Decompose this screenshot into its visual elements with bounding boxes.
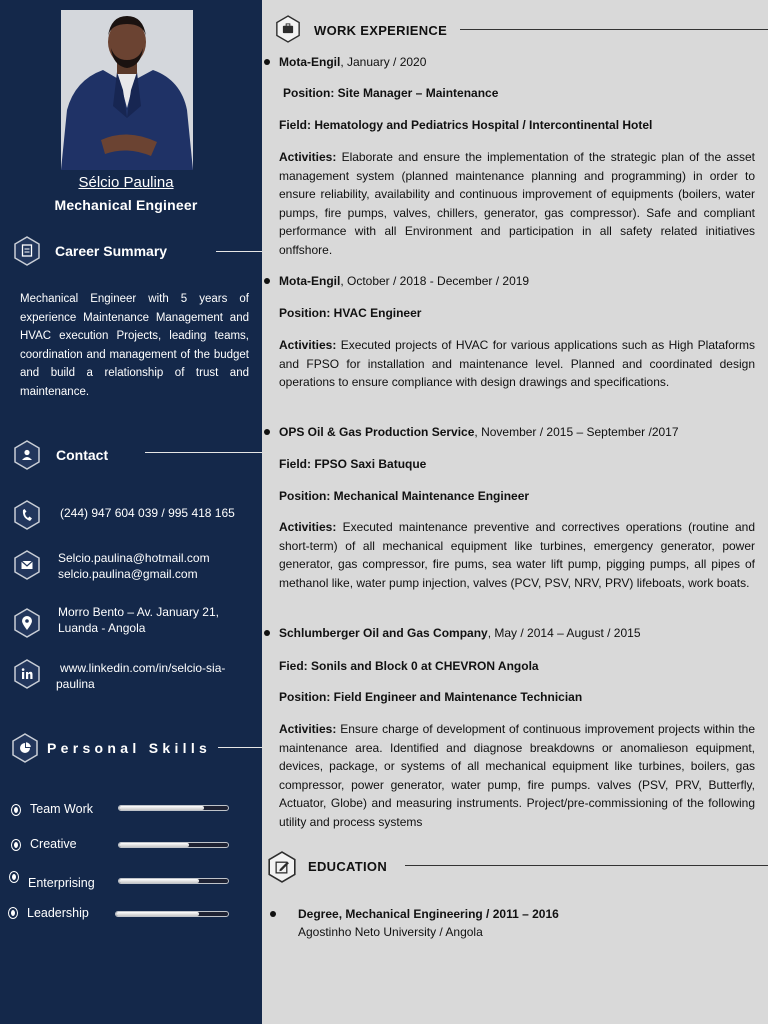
job-4-title [279, 624, 755, 643]
address-line-1: Morro Bento – Av. January 21, [58, 605, 219, 619]
job-4-field: Fied: Sonils and Block 0 at CHEVRON Angola [279, 659, 539, 673]
job-2-activities [279, 336, 755, 392]
personal-skills-heading: Personal Skills [47, 740, 212, 756]
linkedin-icon [13, 659, 41, 689]
address-line-2: Luanda - Angola [58, 621, 146, 635]
job-1-activities-text: Elaborate and ensure the implementation of the strategic plan of the asset management system (planned maintenance planning and programming) in order to ensure reliability, availability and continuous improvement of equipments (boilers, water pumps, fire pumps, valves, chillers, generator, gas compressor). Safe and compliant performance with all Environment and participation in all safety related initiatives onffshore. [279, 150, 755, 257]
job-bullet [264, 429, 270, 435]
job-3-activities-label: Activities: [279, 520, 343, 534]
job-2-company: Mota-Engil [279, 274, 341, 288]
location-pin-icon [13, 608, 41, 638]
career-summary-heading: Career Summary [55, 243, 168, 259]
skill-bullet [9, 908, 17, 918]
edit-icon [267, 851, 297, 883]
contact-rule [145, 452, 262, 453]
job-4-activities [279, 720, 755, 831]
main-content [262, 0, 768, 1024]
work-experience-heading: WORK EXPERIENCE [314, 23, 448, 38]
personal-skills-rule [218, 747, 262, 748]
skill-bullet [12, 805, 20, 815]
job-1-position: Position: Site Manager – Maintenance [283, 86, 499, 100]
skill-bar-enterprising [118, 878, 229, 884]
profile-photo [61, 10, 193, 170]
document-icon [13, 236, 41, 266]
job-3-company: OPS Oil & Gas Production Service [279, 425, 475, 439]
job-1-date: , January / 2020 [340, 55, 427, 69]
skill-label-creative: Creative [30, 837, 77, 851]
sidebar [0, 0, 262, 1024]
user-icon [13, 440, 41, 470]
job-bullet [264, 59, 270, 65]
education-rule [405, 865, 768, 866]
skill-bar-creative [118, 842, 229, 848]
education-heading: EDUCATION [308, 859, 388, 874]
email-primary[interactable]: Selcio.paulina@hotmail.com [58, 551, 210, 565]
job-1-activities-label: Activities: [279, 150, 342, 164]
skill-fill [119, 879, 199, 883]
skill-bar-team-work [118, 805, 229, 811]
skill-fill [116, 912, 199, 916]
education-degree: Degree, Mechanical Engineering / 2011 – 2016 [298, 907, 559, 921]
skill-bullet [12, 840, 20, 850]
pie-chart-icon [11, 733, 39, 763]
profile-role: Mechanical Engineer [54, 197, 198, 213]
job-1-field: Field: Hematology and Pediatrics Hospital / Intercontinental Hotel [279, 118, 653, 132]
job-3-position: Position: Mechanical Maintenance Engineer [279, 489, 530, 503]
career-summary-text: Mechanical Engineer with 5 years of experience Maintenance Management and HVAC execution Projects, leading teams, coordination and management of the budget and build a relationship of trust and maintenance. [20, 293, 249, 398]
phone-text[interactable]: (244) 947 604 039 / 995 418 165 [60, 506, 235, 520]
job-bullet [264, 278, 270, 284]
job-3-field: Field: FPSO Saxi Batuque [279, 457, 427, 471]
job-4-position: Position: Field Engineer and Maintenance Technician [279, 690, 583, 704]
job-2-position: Position: HVAC Engineer [279, 306, 422, 320]
job-2-activities-label: Activities: [279, 338, 341, 352]
education-bullet [270, 911, 276, 917]
job-3-date: , November / 2015 – September /2017 [474, 425, 679, 439]
job-2-title [279, 272, 755, 291]
job-4-activities-label: Activities: [279, 722, 341, 736]
education-school: Agostinho Neto University / Angola [298, 925, 483, 939]
job-4-date: , May / 2014 – August / 2015 [487, 626, 641, 640]
email-icon [13, 550, 41, 580]
job-1-company: Mota-Engil [279, 55, 341, 69]
linkedin-link-cont[interactable]: paulina [56, 677, 95, 691]
job-4-activities-text: Ensure charge of development of continuous improvement projects within the maintenance area. Identified and diagnose breakdowns or anomalieson equipment, devices, package, or systems of all mechanical equipment like turbines, boilers, gas compressor, power generator, water pump, fire pumps. valves (PSV, PRV, Butterfly, Actuator, Globe) and measuring instruments. Project/pre-commissioning of the following utility and process systems [279, 722, 755, 829]
email-secondary[interactable]: selcio.paulina@gmail.com [58, 567, 198, 581]
career-summary-rule [216, 251, 262, 252]
skill-fill [119, 806, 204, 810]
skill-bar-leadership [115, 911, 229, 917]
skill-fill [119, 843, 189, 847]
job-4-company: Schlumberger Oil and Gas Company [279, 626, 488, 640]
job-2-activities-text: Executed projects of HVAC for various applications such as High Plataforms and FPSO for installation and maintenance level. Planned and coordinated design operations to ensure compliance with design drawings and specifications. [279, 338, 755, 389]
job-3-activities-text: Executed maintenance preventive and correctives operations (routine and short-term) of all mechanical equipment like turbines, emergency generator, power generator, gas compressor, fire pums, sea water lift pump, pigging pumps, all pipes of methanol like, water pump injection, valves (PCV, PSV, NRV, PRV) lifeboats, work boats. [279, 520, 756, 590]
work-experience-rule [460, 29, 768, 30]
linkedin-link[interactable]: www.linkedin.com/in/selcio-sia- [60, 661, 226, 675]
job-3-activities [279, 518, 755, 592]
skill-bullet [10, 872, 18, 882]
job-3-title [279, 423, 755, 442]
skill-label-team-work: Team Work [30, 802, 93, 816]
profile-name: Sélcio Paulina [78, 174, 174, 191]
contact-heading: Contact [56, 447, 109, 463]
skill-label-enterprising: Enterprising [28, 876, 95, 890]
skill-label-leadership: Leadership [27, 906, 89, 920]
job-2-date: , October / 2018 - December / 2019 [340, 274, 530, 288]
briefcase-icon [275, 15, 301, 43]
phone-icon [13, 500, 41, 530]
job-1-activities [279, 148, 755, 259]
job-bullet [264, 630, 270, 636]
job-1-title [279, 53, 755, 72]
